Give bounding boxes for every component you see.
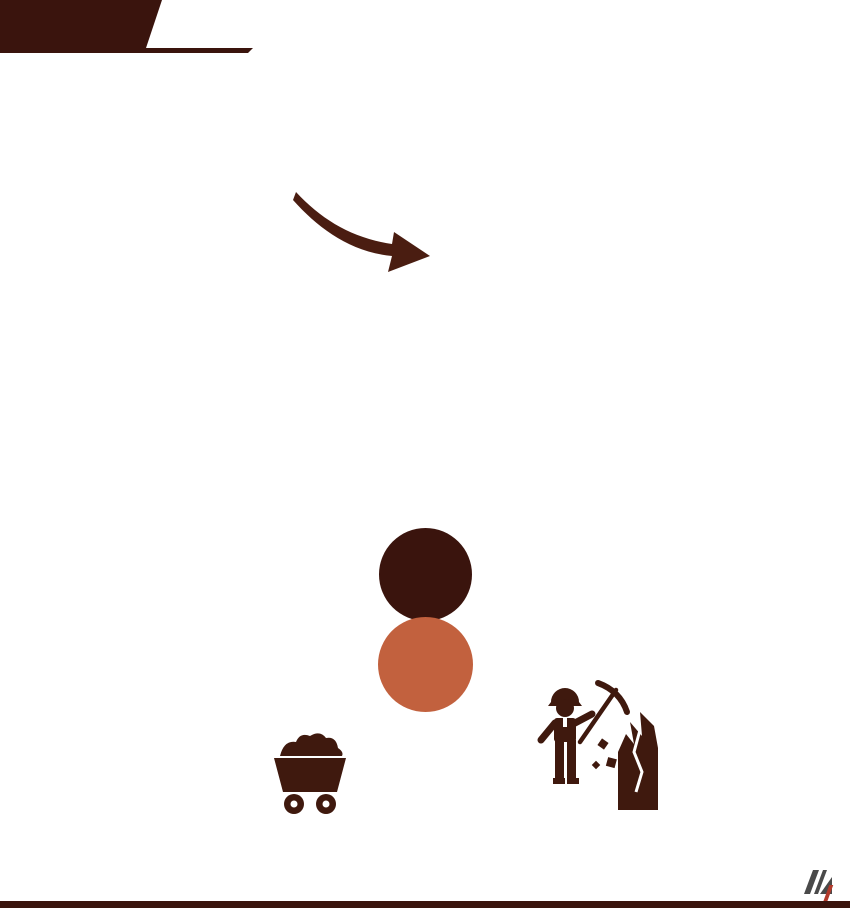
nucleaire-value	[16, 430, 19, 463]
header-underline-strip	[0, 48, 253, 53]
consumer-rank-badge	[378, 617, 473, 712]
arrow-icon	[288, 186, 438, 278]
header-category-badge	[0, 0, 162, 48]
miner-icon	[522, 678, 672, 818]
coal-cart-icon	[268, 726, 352, 818]
charbon-value	[185, 184, 303, 217]
visactu-logo	[793, 870, 832, 894]
renouvelables-value	[180, 434, 302, 467]
footer-bar	[0, 901, 850, 908]
producer-rank-badge	[379, 528, 472, 621]
top-section-canvas	[0, 110, 850, 482]
petrole-value	[16, 199, 19, 232]
